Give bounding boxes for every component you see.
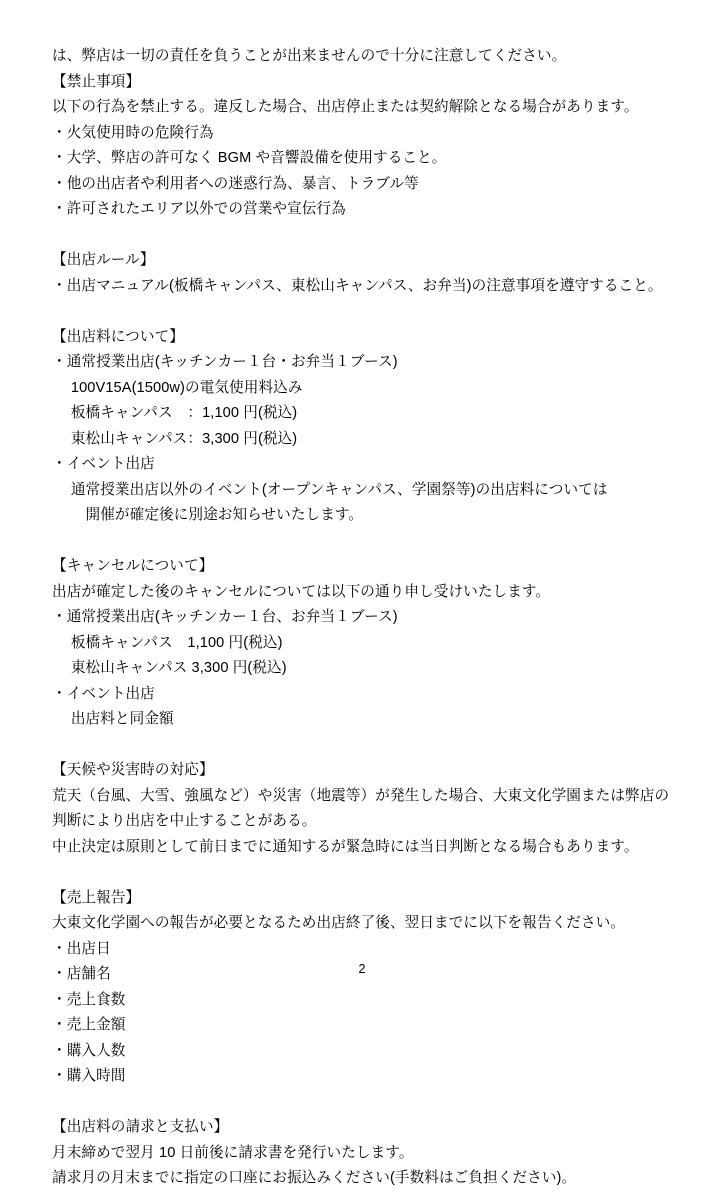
blank-line bbox=[52, 1090, 672, 1116]
text-line: ・購入時間 bbox=[52, 1068, 126, 1084]
text-line: 板橋キャンパス ：1,100 円(税込) bbox=[52, 405, 298, 421]
text-line: 【出店料について】 bbox=[52, 328, 184, 345]
text-line: ・通常授業出店(キッチンカー１台・お弁当１ブース) bbox=[52, 354, 398, 370]
text-line: ・大学、弊店の許可なく BGM や音響設備を使用すること。 bbox=[52, 150, 447, 166]
text-line: 【売上報告】 bbox=[52, 889, 141, 906]
blank-line bbox=[52, 860, 672, 886]
text-line: 判断により出店を中止することがある。 bbox=[52, 813, 317, 829]
text-line: 東松山キャンパス：3,300 円(税込) bbox=[52, 430, 298, 447]
text-line: ・イベント出店 bbox=[52, 456, 155, 472]
page-number: 2 bbox=[358, 962, 366, 976]
text-line: 東松山キャンパス 3,300 円(税込) bbox=[52, 660, 287, 676]
text-line: 通常授業出店以外のイベント(オープンキャンパス、学園祭等)の出店料については bbox=[52, 481, 608, 498]
text-line: ・売上食数 bbox=[52, 991, 126, 1008]
text-line: ・店舗名 bbox=[52, 966, 111, 982]
text-line: 板橋キャンパス 1,100 円(税込) bbox=[52, 634, 283, 651]
text-line: 100V15A(1500w)の電気使用料込み bbox=[52, 379, 303, 396]
text-line: ・許可されたエリア以外での営業や宣伝行為 bbox=[52, 201, 346, 217]
blank-line bbox=[52, 223, 672, 249]
blank-line bbox=[52, 299, 672, 325]
text-line: ・出店マニュアル(板橋キャンパス、東松山キャンパス、お弁当)の注意事項を遵守すること。 bbox=[52, 277, 663, 294]
text-line: 大東文化学園への報告が必要となるため出店終了後、翌日までに以下を報告ください。 bbox=[52, 915, 626, 931]
text-line: 【禁止事項】 bbox=[52, 73, 141, 90]
text-line: ・通常授業出店(キッチンカー１台、お弁当１ブース) bbox=[52, 609, 398, 625]
text-line: ・売上金額 bbox=[52, 1017, 126, 1033]
text-line: 【出店ルール】 bbox=[52, 252, 155, 268]
text-line: は、弊店は一切の責任を負うことが出来ませんので十分に注意してください。 bbox=[52, 48, 567, 64]
text-line: 中止決定は原則として前日までに通知するが緊急時には当日判断となる場合もあります。 bbox=[52, 838, 639, 855]
text-line: 【キャンセルについて】 bbox=[52, 558, 214, 574]
blank-line bbox=[52, 733, 672, 759]
text-line: 月末締めで翌月 10 日前後に請求書を発行いたします。 bbox=[52, 1144, 414, 1161]
text-line: ・購入人数 bbox=[52, 1042, 126, 1059]
text-line: 荒天（台風、大雪、強風など）や災害（地震等）が発生した場合、大東文化学園または弊店の bbox=[52, 787, 670, 804]
text-line: 出店料と同金額 bbox=[52, 711, 174, 727]
text-line: ・他の出店者や利用者への迷惑行為、暴言、トラブル等 bbox=[52, 175, 419, 192]
text-line: ・出店日 bbox=[52, 940, 111, 957]
text-line: 【天候や災害時の対応】 bbox=[52, 762, 214, 778]
text-line: ・イベント出店 bbox=[52, 685, 155, 702]
text-line: 以下の行為を禁止する。違反した場合、出店停止または契約解除となる場合があります。 bbox=[52, 99, 639, 115]
text-line: 出店が確定した後のキャンセルについては以下の通り申し受けいたします。 bbox=[52, 583, 551, 600]
document-body bbox=[52, 44, 672, 1192]
text-line: 【出店料の請求と支払い】 bbox=[52, 1119, 229, 1135]
text-line: ・火気使用時の危険行為 bbox=[52, 124, 214, 141]
text-line: 開催が確定後に別途お知らせいたします。 bbox=[52, 507, 364, 523]
blank-line bbox=[52, 529, 672, 555]
text-line: 請求月の月末までに指定の口座にお振込みください(手数料はご負担ください)。 bbox=[52, 1170, 577, 1186]
